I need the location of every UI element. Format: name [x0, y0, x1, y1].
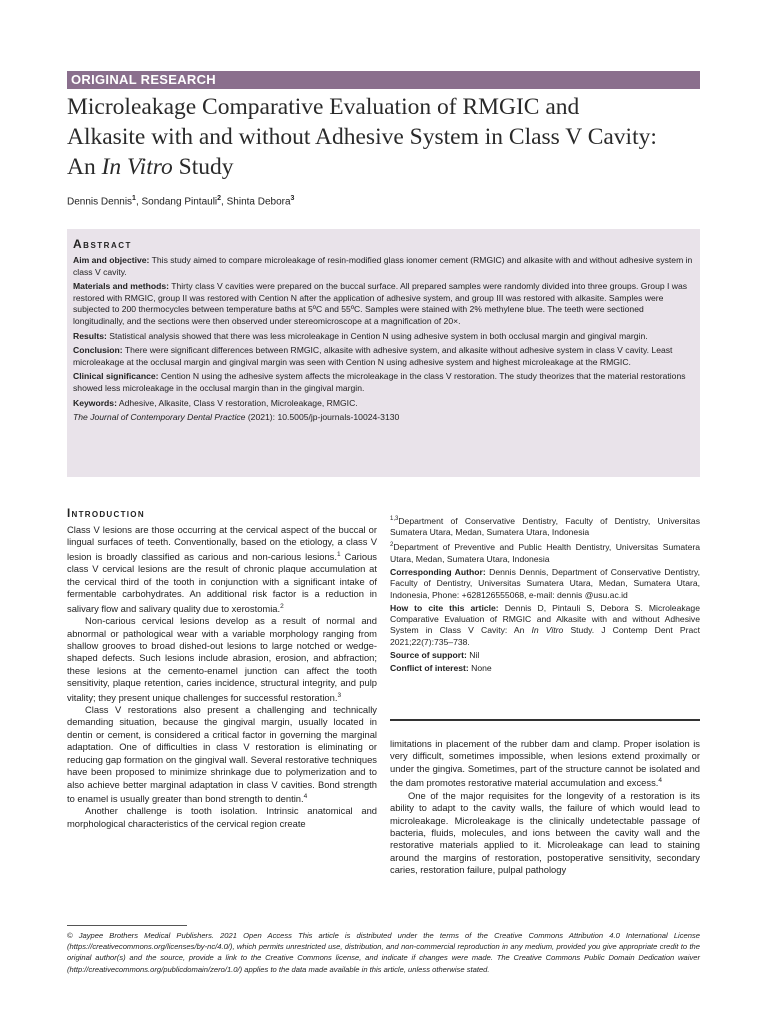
affiliation-1-3 — [390, 514, 700, 538]
paragraph-text: Carious class V cervical lesions are the result of chronic plaque accumulation at the cervical third of the tooth in conjunction with a significant intake of fermentable carbohydrates. An additional risk factor is a reduction in salivary flow and salivary quality due to xerostomia. — [67, 550, 377, 614]
info-italic: In Vitro — [531, 625, 564, 636]
abstract-box — [67, 229, 700, 477]
affiliations-block — [390, 514, 700, 677]
right-column — [390, 738, 700, 877]
journal-name: The Journal of Contemporary Dental Practice — [73, 412, 246, 423]
title-line-2: Alkasite with and without Adhesive System in Class V Cavity: — [67, 124, 657, 150]
license-footnote: © Jaypee Brothers Medical Publishers. 2021 Open Access This article is distributed under the terms of the Creative Commons Attribution 4.0 International License (https://creativecommons.org/licenses/by-nc/4.0/), which permits unrestricted use, distribution, and non-commercial reproduction in any medium, provided you give appropriate credit to the original author(s) and the source, provide a link to the Creative Commons license, and indicate if changes were made. The Creative Commons Public Domain Dedication waiver (http://creativecommons.org/publicdomain/zero/1.0/) applies to the data made available in this article, unless otherwise stated. — [67, 931, 700, 974]
info-text: Nil — [466, 649, 480, 660]
abstract-label: Results: — [73, 330, 107, 341]
info-text: Dennis D, Pintauli S, Debora S. Microleakage Comparative Evaluation of RMGIC and Alkasite with and without Adhesive System in Class V Cavity: An — [390, 602, 700, 636]
abstract-text: Statistical analysis showed that there was less microleakage in Cention N using adhesive system in both occlusal margin and gingival margin. — [106, 330, 648, 341]
abstract-text: Adhesive, Alkasite, Class V restoration, Microleakage, RMGIC. — [116, 397, 358, 408]
info-label: Source of support: — [390, 649, 467, 660]
abstract-keywords — [73, 398, 694, 410]
body-paragraph — [67, 805, 377, 830]
body-paragraph — [390, 738, 700, 790]
abstract-label: Conclusion: — [73, 345, 123, 356]
citation-mark: 1 — [336, 550, 341, 558]
journal-citation — [73, 412, 694, 424]
title-line-1: Microleakage Comparative Evaluation of RMGIC and — [67, 94, 580, 120]
title-line-3-suffix: Study — [172, 154, 234, 180]
info-text: None — [468, 663, 492, 674]
citation-mark: 3 — [337, 691, 342, 699]
abstract-results — [73, 331, 694, 343]
citation-mark: 4 — [658, 777, 662, 785]
author-name: Dennis Dennis — [67, 196, 133, 208]
body-paragraph — [67, 615, 377, 704]
author-separator: , — [135, 196, 142, 208]
paragraph-text: Class V lesions are those occurring at the cervical aspect of the buccal or lingual surfaces of teeth. Conventionally, based on the etiology, a class V lesion is broadly classified as carious and non-carious lesions. — [67, 524, 377, 562]
citation-mark: 2 — [280, 602, 284, 610]
affiliation-text: Department of Preventive and Public Health Dentistry, Universitas Sumatera Utara, Medan, Sumatera Utara, Indonesia — [390, 542, 700, 564]
body-paragraph — [390, 790, 700, 877]
info-text: Dennis Dennis, Department of Conservative Dentistry, Faculty of Dentistry, Universitas Sumatera Utara, Medan, Sumatera Utara, Indonesia, Phone: +628126555068, e-mail: dennis @usu.ac.id — [390, 566, 700, 600]
info-text: Study. J Contemp Dent Pract 2021;22(7):735–738. — [390, 625, 700, 647]
author-name: Shinta Debora — [226, 196, 291, 208]
abstract-heading: Abstract — [73, 237, 132, 251]
affiliation-divider — [390, 719, 700, 721]
author-affiliation-mark: 3 — [290, 195, 295, 202]
affiliation-2 — [390, 540, 700, 564]
abstract-conclusion — [73, 345, 694, 368]
abstract-label: Materials and methods: — [73, 281, 169, 292]
info-label: Conflict of interest: — [390, 663, 469, 674]
paragraph-text: Another challenge is tooth isolation. Intrinsic anatomical and morphological characteristics of the cervical region create — [67, 805, 377, 829]
abstract-label: Keywords: — [73, 397, 117, 408]
citation-mark: 4 — [303, 792, 308, 800]
abstract-text: This study aimed to compare microleakage of resin-modified glass ionomer cement (RMGIC) and alkasite with and without adhesive system in class V cavity. — [73, 255, 693, 277]
body-paragraph — [67, 524, 377, 615]
author-affiliation-mark: 2 — [217, 195, 222, 202]
title-line-3-prefix: An — [67, 154, 102, 180]
affiliation-mark: 2 — [390, 542, 394, 549]
abstract-methods — [73, 281, 694, 327]
abstract-text: Cention N using the adhesive system affects the microleakage in the class V restoration. The study theorizes that the material restorations showed less microleakage in the occlusal margin than in the gingival margin. — [73, 371, 686, 393]
body-paragraph — [67, 704, 377, 805]
paragraph-text: limitations in placement of the rubber dam and clamp. Proper isolation is very difficult, sometimes impossible, when lesions extend proximally or under the gingiva. Sometimes, part of the structure cannot be isolated and the dam promotes restorative material accumulation and excess. — [390, 738, 700, 789]
affiliation-mark: 1,3 — [390, 516, 399, 522]
abstract-aim — [73, 255, 694, 278]
title-line-3 — [67, 152, 707, 182]
paragraph-text: One of the major requisites for the longevity of a restoration is its ability to adapt to the cavity walls, the failure of which would lead to microleakage. Microleakage is the clinically undetectable passage of bacteria, fluids, molecules, and ions between the cavity wall and the restorative materials applied to it. Microleakage can lead to staining around the margins of restoration, postoperative sensitivity, secondary caries, restoration failure, pulpal pathology — [390, 789, 700, 876]
abstract-label: Aim and objective: — [73, 255, 150, 265]
info-label: How to cite this article: — [390, 602, 499, 613]
abstract-text: Thirty class V cavities were prepared on the buccal surface. All prepared samples were randomly divided into three groups. Group I was restored with RMGIC, group II was restored with Cention N after the application of adhesive system, and group III was restored with alkasite. Samples were subjected to 200 thermocycles between temperature baths at 5ºC and 55ºC. Samples were stained with 2% methylene blue. The teeth were sectioned longitudinally, and the sections were then observed under stereomicroscope at a magnification of 20×. — [73, 281, 688, 326]
paragraph-text: Non-carious cervical lesions develop as a result of normal and abnormal or pathological wear with a variable morphology ranging from shallow grooves to broad dished-out lesions to large notched or wedge-shaped defects. Such lesions include abrasion, erosion, and abfraction; these lesions at the cemento-enamel junction can affect the tooth sensitivity, plaque retention, caries incidence, structural integrity, and pulp vitality; they present unique challenges for successful restoration. — [67, 615, 377, 703]
author-separator: , — [221, 196, 227, 208]
abstract-label: Clinical significance: — [73, 371, 159, 382]
author-name: Sondang Pintauli — [141, 196, 218, 208]
affiliation-text: Department of Conservative Dentistry, Faculty of Dentistry, Universitas Sumatera Utara, Medan, Sumatera Utara, Indonesia — [390, 515, 700, 538]
conflict-of-interest — [390, 663, 700, 674]
introduction-heading: Introduction — [67, 508, 145, 520]
corresponding-author — [390, 567, 700, 601]
author-affiliation-mark: 1 — [132, 195, 136, 202]
source-of-support — [390, 650, 700, 661]
journal-doi: (2021): 10.5005/jp-journals-10024-3130 — [245, 412, 400, 423]
paragraph-text: Class V restorations also present a challenging and technically demanding situation, because the gingival margin, usually located in dentin or cement, is considered a critical factor in governing the marginal adaptation. One of difficulties in class V restoration is eliminating or reducing gap formation on the gingival wall. Several restorative techniques have been proposed to minimize shrinkage due to polymerization and to also achieve better marginal adaptation in class V cavities. Bond strength to enamel is usually greater than bond strength to dentin. — [67, 704, 377, 805]
abstract-text: There were significant differences between RMGIC, alkasite with adhesive system, and alkasite without adhesive system in class V cavity. Least microleakage at the occlusal margin and gingival margin was seen with Cention N using adhesive system and highest microleakage at the RMGIC. — [73, 345, 673, 367]
author-list — [67, 195, 294, 207]
info-label: Corresponding Author: — [390, 566, 486, 577]
left-column — [67, 508, 377, 830]
abstract-clinical-significance — [73, 371, 694, 394]
how-to-cite — [390, 603, 700, 648]
footnote-divider — [67, 925, 187, 926]
article-title — [67, 92, 707, 182]
section-banner: ORIGINAL RESEARCH — [67, 71, 700, 89]
title-line-3-italic: In Vitro — [101, 154, 173, 180]
